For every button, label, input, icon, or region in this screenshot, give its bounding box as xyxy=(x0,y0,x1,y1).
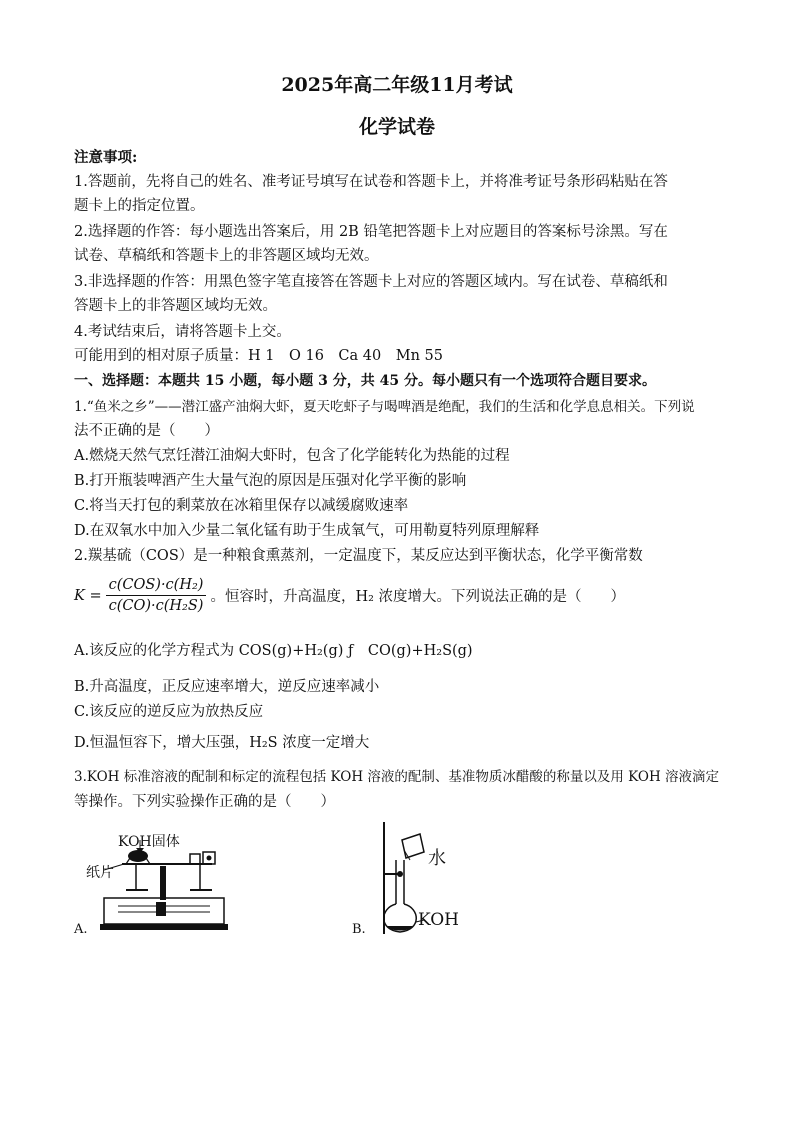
exam-subtitle: 化学试卷 xyxy=(358,116,435,138)
q1-option-b: B.打开瓶装啤酒产生大量气泡的原因是压强对化学平衡的影响 xyxy=(74,473,467,489)
k-denominator: c(CO)·c(H₂S) xyxy=(108,598,204,614)
q2-option-c: C.该反应的逆反应为放热反应 xyxy=(74,704,264,720)
label-water: 水 xyxy=(428,848,446,869)
notice-heading: 注意事项: xyxy=(74,149,138,166)
k-symbol: K = xyxy=(74,587,102,604)
label-koh: KOH xyxy=(418,910,460,930)
q1-option-d: D.在双氧水中加入少量二氧化锰有助于生成氧气，可用勒夏特列原理解释 xyxy=(74,523,540,539)
notice-line: 2.选择题的作答：每小题选出答案后，用 2B 铅笔把答题卡上对应题目的答案标号涂黑。写在 xyxy=(74,224,668,240)
atomic-masses: 可能用到的相对原子质量：H 1 O 16 Ca 40 Mn 55 xyxy=(74,348,443,364)
q3-stem: 等操作。下列实验操作正确的是（ ） xyxy=(74,794,335,810)
notice-line: 1.答题前，先将自己的姓名、准考证号填写在试卷和答题卡上，并将准考证号条形码粘贴在答 xyxy=(74,174,668,190)
section-heading: 一、选择题：本题共 15 小题，每小题 3 分，共 45 分。每小题只有一个选项符合题目要求。 xyxy=(74,373,656,389)
q1-stem: 法不正确的是（ ） xyxy=(74,423,219,439)
q1-option-c: C.将当天打包的剩菜放在冰箱里保存以减缓腐败速率 xyxy=(74,498,409,514)
q2-stem-continued: 。恒容时，升高温度，H₂ 浓度增大。下列说法正确的是（ ） xyxy=(210,589,626,605)
q1-option-a: A.燃烧天然气烹饪潜江油焖大虾时，包含了化学能转化为热能的过程 xyxy=(74,448,510,464)
exam-title: 2025年高二年级11月考试 xyxy=(281,74,513,96)
label-paper: 纸片 xyxy=(86,865,114,881)
label-koh-solid: KOH固体 xyxy=(118,834,180,850)
q2-option-d: D.恒温恒容下，增大压强，H₂S 浓度一定增大 xyxy=(74,735,370,751)
q1-stem: 1.“鱼米之乡”——潜江盛产油焖大虾，夏天吃虾子与喝啤酒是绝配，我们的生活和化学息息相关。下列说 xyxy=(74,399,695,415)
notice-line: 答题卡上的非答题区域均无效。 xyxy=(74,298,277,314)
notice-line: 3.非选择题的作答：用黑色签字笔直接答在答题卡上对应的答题区域内。写在试卷、草稿纸和 xyxy=(74,274,668,290)
figure-b-option-letter: B. xyxy=(352,922,366,937)
q3-stem: 3.KOH 标准溶液的配制和标定的流程包括 KOH 溶液的配制、基准物质冰醋酸的称量以及用 KOH 溶液滴定 xyxy=(74,769,720,785)
notice-line: 题卡上的指定位置。 xyxy=(74,198,205,214)
equilibrium-constant-formula xyxy=(74,577,625,614)
notice-line: 试卷、草稿纸和答题卡上的非答题区域均无效。 xyxy=(74,248,379,264)
notice-line: 4.考试结束后，请将答题卡上交。 xyxy=(74,324,291,340)
k-fraction xyxy=(106,577,207,614)
figure-a-option-letter: A. xyxy=(74,922,88,937)
q2-option-b: B.升高温度，正反应速率增大，逆反应速率减小 xyxy=(74,679,380,695)
k-numerator: c(COS)·c(H₂) xyxy=(106,577,207,596)
q2-option-a: A.该反应的化学方程式为 COS(g)+H₂(g) ƒ CO(g)+H₂S(g) xyxy=(74,643,473,659)
q2-stem: 2.羰基硫（COS）是一种粮食熏蒸剂，一定温度下，某反应达到平衡状态，化学平衡常数 xyxy=(74,548,643,564)
